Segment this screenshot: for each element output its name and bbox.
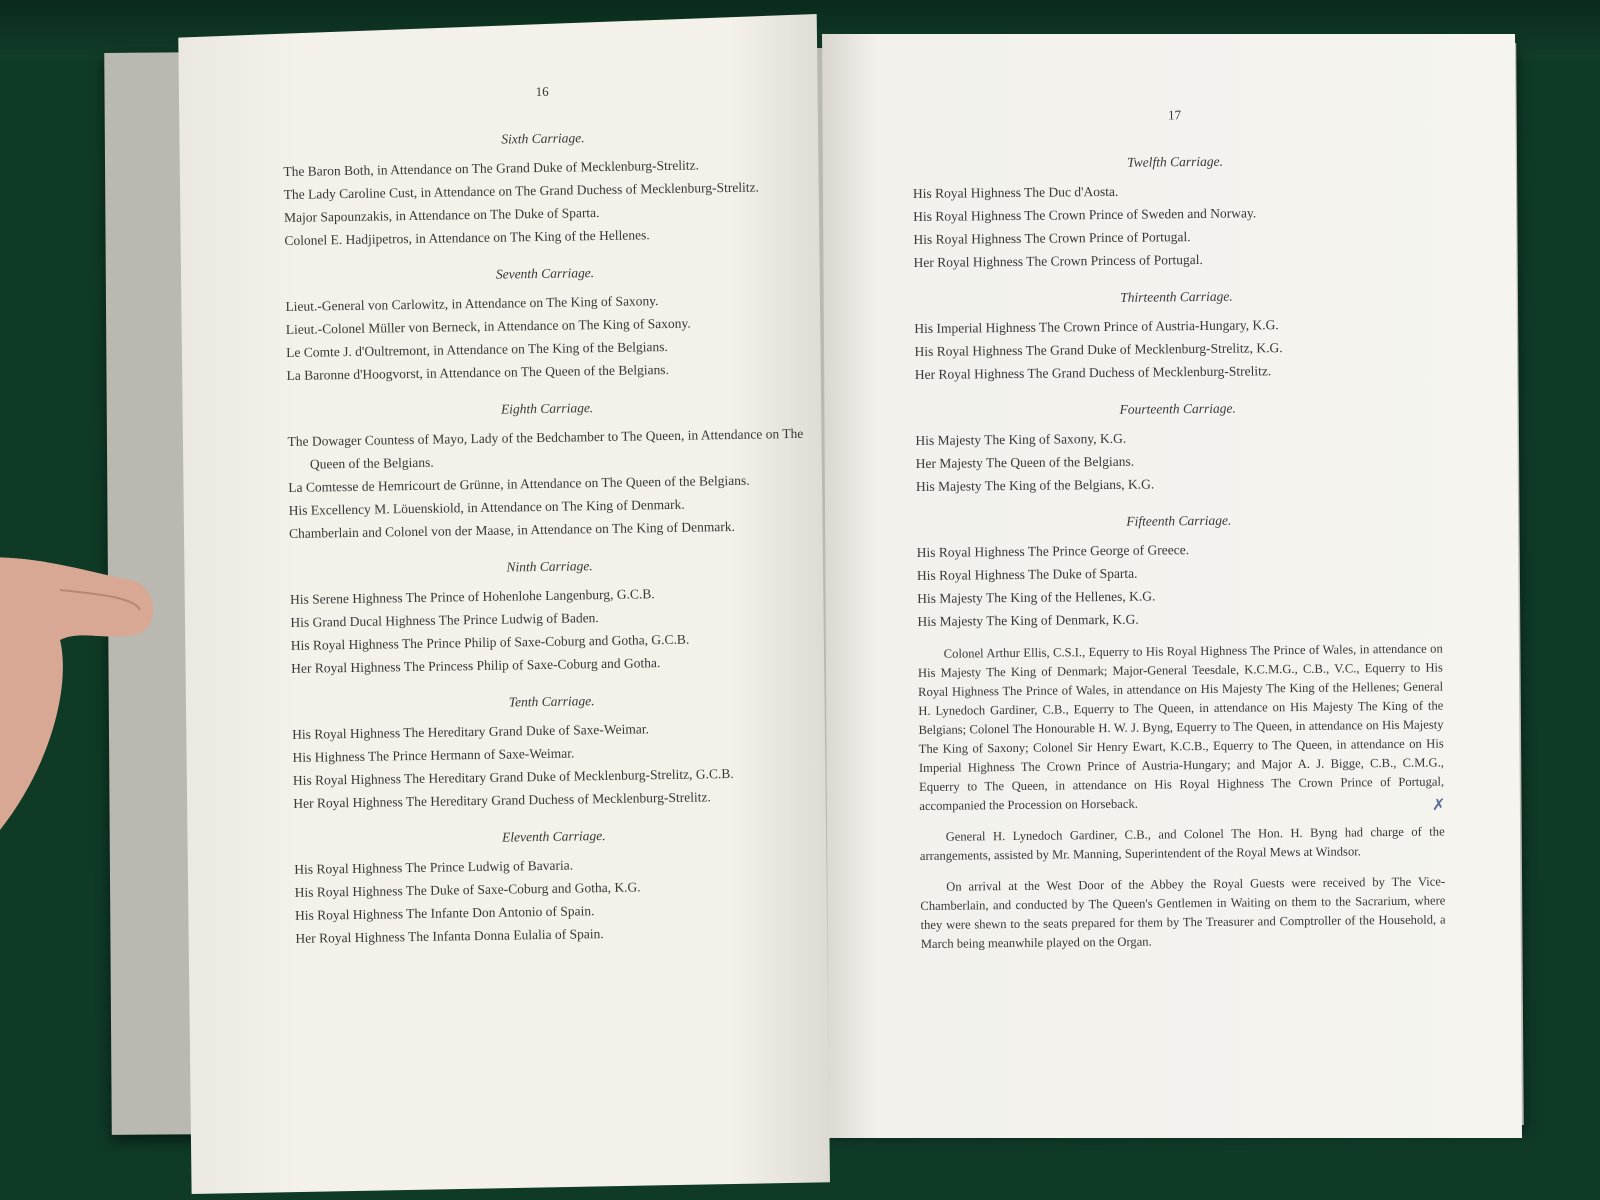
list-item: Lieut.-Colonel Müller von Berneck, in Attendance on The King of Saxony. bbox=[285, 315, 691, 337]
list-item: His Royal Highness The Prince Philip of Saxe-Coburg and Gotha, G.C.B. bbox=[290, 631, 690, 653]
list-item: His Royal Highness The Hereditary Grand Duke of Mecklenburg-Strelitz, G.C.B. bbox=[292, 765, 734, 788]
list-item: His Majesty The King of Denmark, K.G. bbox=[917, 611, 1139, 629]
list-item: The Lady Caroline Cust, in Attendance on The Grand Duchess of Mecklenburg-Strelitz. bbox=[283, 179, 760, 202]
page-number: 17 bbox=[1168, 107, 1182, 123]
list-item: His Majesty The King of the Hellenes, K.G. bbox=[917, 588, 1156, 606]
carriage-section bbox=[294, 821, 816, 950]
section-heading: Sixth Carriage. bbox=[501, 130, 585, 147]
list-item: His Majesty The King of the Belgians, K.G. bbox=[915, 476, 1155, 494]
section-heading: Eighth Carriage. bbox=[500, 400, 594, 417]
carriage-section bbox=[285, 258, 807, 387]
hand-holding-page bbox=[0, 530, 190, 850]
list-item: Lieut.-General von Carlowitz, in Attendance on The King of Saxony. bbox=[285, 293, 659, 314]
list-item: His Royal Highness The Prince Ludwig of Bavaria. bbox=[294, 857, 574, 877]
list-item: Her Royal Highness The Hereditary Grand Duchess of Mecklenburg-Strelitz. bbox=[293, 789, 711, 811]
page-number: 16 bbox=[535, 83, 549, 100]
list-item: His Serene Highness The Prince of Hohenlohe Langenburg, G.C.B. bbox=[289, 586, 655, 607]
carriage-section bbox=[915, 394, 1441, 497]
paragraph: Colonel Arthur Ellis, C.S.I., Equerry to His Royal Highness The Prince of Wales, in attendance on His Majesty The King of Denmark; Major-General Teesdale, K.C.M.G., C.B., V.C., Equerry to His Royal Highness The Prince of Wales, in attendance on His Majesty The King of the Hellenes; General H. Lynedoch Gardiner, C.B., Equerry to The Queen, in attendance on His Majesty The King of the Belgians; Colonel The Honourable H. W. J. Byng, Equerry to The Queen, in attendance on His Majesty The King of Saxony; Colonel Sir Henry Ewart, K.C.B., Equerry to The Queen, in attendance on His Imperial Highness The Crown Prince of Austria-Hungary; and Major A. J. Bigge, C.B., C.M.G., Equerry to The Queen, in attendance on His Royal Highness The Crown Prince of Portugal, accompanied the Procession on Horseback. bbox=[917, 641, 1445, 813]
list-item: His Royal Highness The Prince George of Greece. bbox=[916, 542, 1190, 560]
list-item: Her Royal Highness The Crown Princess of Portugal. bbox=[913, 251, 1203, 270]
list-item: La Baronne d'Hoogvorst, in Attendance on The Queen of the Belgians. bbox=[286, 361, 669, 383]
carriage-section bbox=[914, 282, 1440, 385]
list-item: His Highness The Prince Hermann of Saxe-Weimar. bbox=[292, 745, 575, 765]
carriage-section bbox=[287, 393, 809, 545]
carriage-section bbox=[289, 551, 811, 680]
list-item: Her Royal Highness The Grand Duchess of Mecklenburg-Strelitz. bbox=[914, 363, 1272, 382]
list-item: La Comtesse de Hemricourt de Grünne, in Attendance on The Queen of the Belgians. bbox=[288, 472, 750, 495]
section-heading: Thirteenth Carriage. bbox=[1120, 288, 1233, 305]
list-item: His Royal Highness The Duke of Saxe-Coburg and Gotha, K.G. bbox=[294, 879, 641, 900]
list-item: His Royal Highness The Crown Prince of Portugal. bbox=[913, 229, 1191, 247]
list-item: His Majesty The King of Saxony, K.G. bbox=[915, 430, 1127, 448]
list-item: The Dowager Countess of Mayo, Lady of the Bedchamber to The Queen, in Attendance on The Queen of the Belgians. bbox=[287, 425, 804, 472]
carriage-section bbox=[283, 123, 805, 252]
section-heading: Eleventh Carriage. bbox=[501, 828, 606, 845]
list-item: His Royal Highness The Infante Don Antonio of Spain. bbox=[294, 903, 595, 923]
list-item: His Royal Highness The Crown Prince of Sweden and Norway. bbox=[913, 205, 1257, 224]
list-item: Chamberlain and Colonel von der Maase, in Attendance on The King of Denmark. bbox=[288, 518, 736, 541]
list-item: The Baron Both, in Attendance on The Grand Duke of Mecklenburg-Strelitz. bbox=[283, 157, 700, 179]
section-heading: Fourteenth Carriage. bbox=[1119, 400, 1236, 417]
section-heading: Ninth Carriage. bbox=[506, 558, 593, 575]
list-item: Major Sapounzakis, in Attendance on The Duke of Sparta. bbox=[283, 205, 600, 225]
paragraph: On arrival at the West Door of the Abbey the Royal Guests were received by The Vice-Chamberlain, and conducted by The Queen's Gentlemen in Waiting on them to the Sacrarium, where they were shewn to the seats prepared for them by The Treasurer and Comptroller of the Household, a March being meanwhile played on the Organ. bbox=[920, 874, 1446, 951]
list-item: His Royal Highness The Duke of Sparta. bbox=[916, 565, 1138, 583]
left-page-content bbox=[282, 76, 816, 950]
list-item: His Imperial Highness The Crown Prince of Austria-Hungary, K.G. bbox=[914, 317, 1279, 336]
carriage-section bbox=[912, 147, 1438, 273]
list-item: Her Majesty The Queen of the Belgians. bbox=[915, 453, 1135, 471]
list-item: His Royal Highness The Duc d'Aosta. bbox=[912, 183, 1119, 201]
right-page-content bbox=[912, 101, 1446, 954]
carriage-section bbox=[916, 506, 1442, 632]
section-heading: Tenth Carriage. bbox=[508, 693, 595, 710]
list-item: His Excellency M. Löuenskiold, in Attendance on The King of Denmark. bbox=[288, 496, 685, 518]
list-item: Colonel E. Hadjipetros, in Attendance on The King of the Hellenes. bbox=[284, 227, 650, 248]
list-item: His Royal Highness The Hereditary Grand Duke of Saxe-Weimar. bbox=[292, 721, 649, 742]
carriage-section bbox=[292, 686, 814, 815]
section-heading: Fifteenth Carriage. bbox=[1126, 512, 1232, 529]
section-heading: Twelfth Carriage. bbox=[1127, 153, 1224, 170]
pencil-mark: ✗ bbox=[1432, 797, 1446, 814]
section-heading: Seventh Carriage. bbox=[495, 265, 595, 282]
list-item: Her Royal Highness The Princess Philip of Saxe-Coburg and Gotha. bbox=[291, 655, 661, 676]
paragraph: General H. Lynedoch Gardiner, C.B., and Colonel The Hon. H. Byng had charge of the arrangements, assisted by Mr. Manning, Superintendent of the Royal Mews at Windsor. bbox=[919, 824, 1445, 863]
list-item: His Royal Highness The Grand Duke of Mecklenburg-Strelitz, K.G. bbox=[914, 340, 1283, 359]
list-item: Her Royal Highness The Infanta Donna Eulalia of Spain. bbox=[295, 926, 604, 946]
list-item: Le Comte J. d'Oultremont, in Attendance on The King of the Belgians. bbox=[286, 338, 668, 360]
list-item: His Grand Ducal Highness The Prince Ludwig of Baden. bbox=[290, 610, 599, 630]
